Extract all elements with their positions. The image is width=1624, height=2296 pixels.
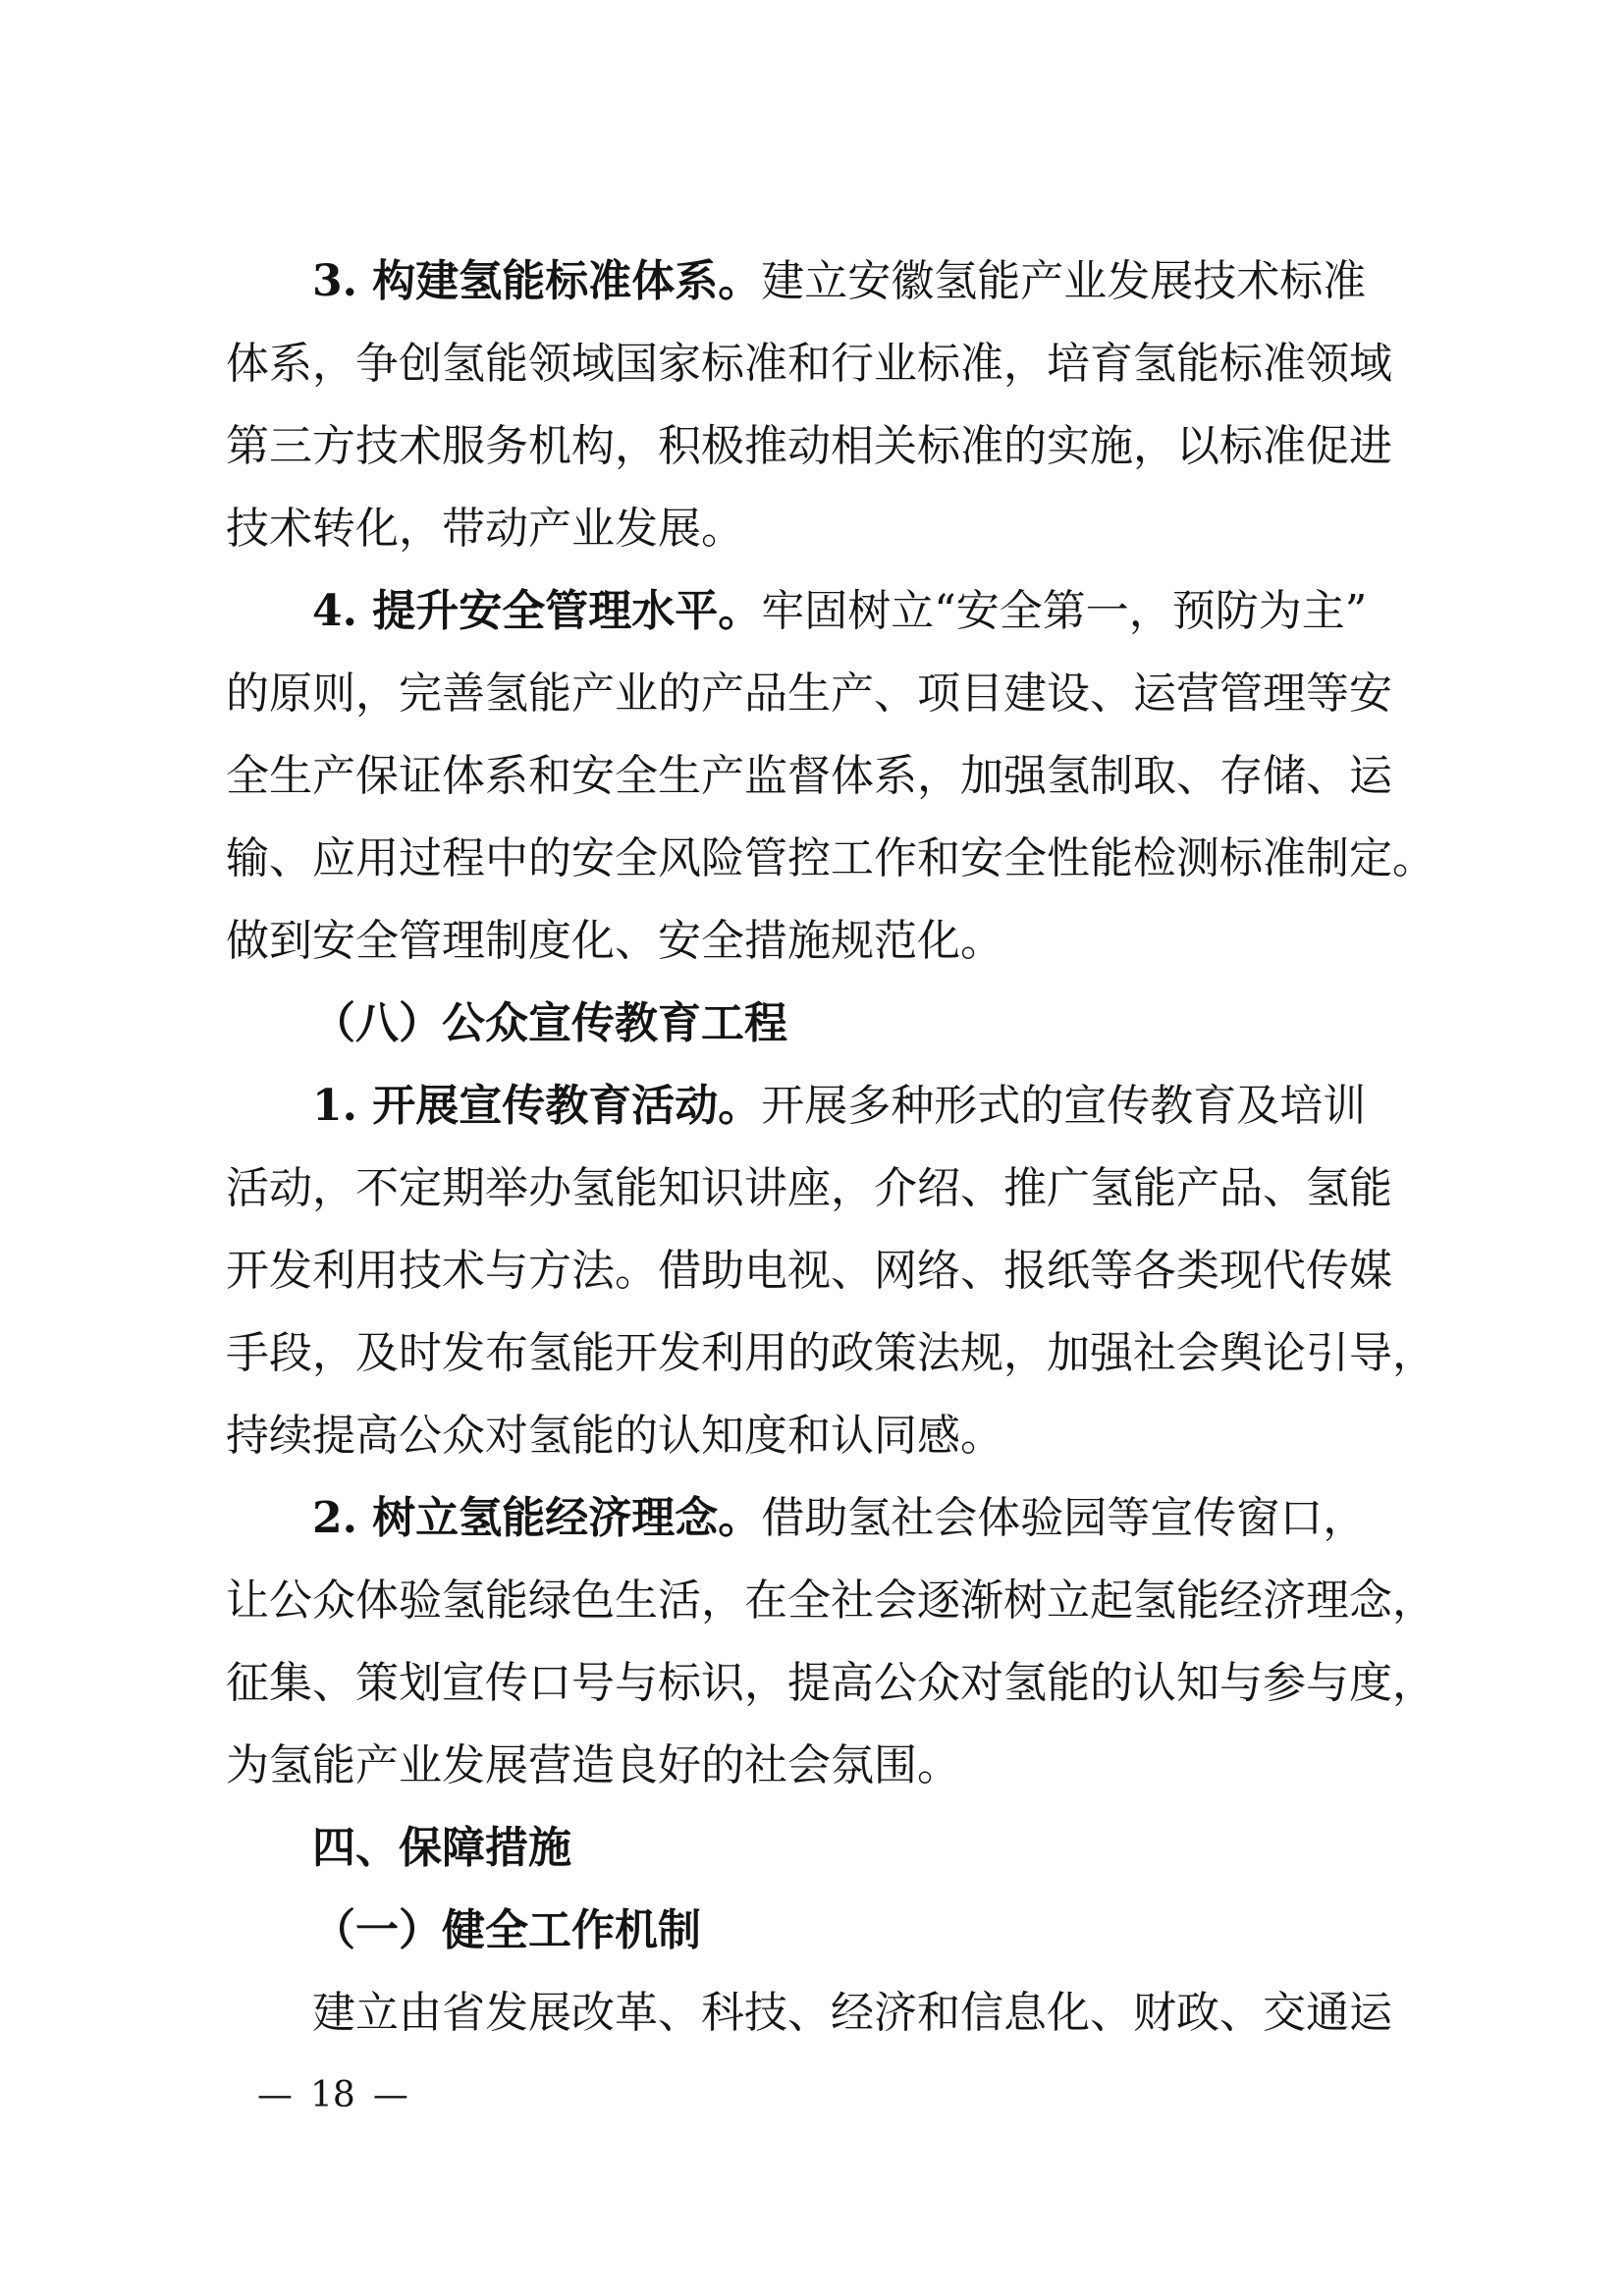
paragraph-3-line [226, 240, 1443, 323]
footer-dash-left: — [257, 2074, 293, 2115]
page-number: 18 [310, 2074, 355, 2115]
footer-dash-right: — [372, 2074, 408, 2115]
text-line [226, 1148, 1443, 1230]
paragraph-1-line [226, 1065, 1443, 1148]
line-text: 建立由省发展改革、科技、经济和信息化、财政、交通运 [312, 1988, 1392, 2038]
line-text: 全生产保证体系和安全生产监督体系，加强氢制取、存储、运 [226, 751, 1392, 801]
paragraph-3-lead: 3. 构建氢能标准体系。 [312, 256, 762, 306]
line-text: 做到安全管理制度化、安全措施规范化。 [226, 916, 1003, 966]
text-line [226, 405, 1443, 488]
text-line [226, 653, 1443, 735]
section-heading-8-text: （八）公众宣传教育工程 [312, 998, 787, 1048]
text-line [226, 488, 1443, 570]
paragraph-1-lead: 1. 开展宣传教育活动。 [312, 1081, 762, 1131]
line-text: 技术转化，带动产业发展。 [226, 504, 744, 554]
text-line [226, 1972, 1443, 2055]
paragraph-2-lead: 2. 树立氢能经济理念。 [312, 1493, 762, 1543]
line-text: 持续提高公众对氢能的认知度和认同感。 [226, 1411, 1003, 1461]
line-text: 体系，争创氢能领域国家标准和行业标准，培育氢能标准领域 [226, 339, 1392, 389]
section-heading-8 [226, 983, 1443, 1065]
paragraph-4-lead: 4. 提升安全管理水平。 [312, 586, 762, 636]
line-text: 牢固树立“安全第一，预防为主” [761, 586, 1368, 636]
line-text: 手段，及时发布氢能开发利用的政策法规，加强社会舆论引导， [226, 1328, 1435, 1378]
page-footer [257, 2073, 408, 2116]
line-text: 开发利用技术与方法。借助电视、网络、报纸等各类现代传媒 [226, 1246, 1392, 1296]
line-text: 让公众体验氢能绿色生活，在全社会逐渐树立起氢能经济理念， [226, 1575, 1435, 1626]
line-text: 活动，不定期举办氢能知识讲座，介绍、推广氢能产品、氢能 [226, 1163, 1392, 1213]
line-text: 征集、策划宣传口号与标识，提高公众对氢能的认知与参与度， [226, 1658, 1435, 1708]
text-line [226, 1230, 1443, 1312]
chapter-heading-4-text: 四、保障措施 [312, 1823, 571, 1873]
line-text: 为氢能产业发展营造良好的社会氛围。 [226, 1740, 960, 1790]
document-body [226, 240, 1443, 2055]
text-line [226, 900, 1443, 983]
line-text: 第三方技术服务机构，积极推动相关标准的实施，以标准促进 [226, 421, 1392, 471]
section-heading-1 [226, 1890, 1443, 1972]
text-line [226, 1560, 1443, 1642]
paragraph-4-line [226, 570, 1443, 653]
text-line [226, 1395, 1443, 1477]
text-line [226, 818, 1443, 900]
line-text: 借助氢社会体验园等宣传窗口， [761, 1493, 1367, 1543]
chapter-heading-4 [226, 1807, 1443, 1890]
line-text: 开展多种形式的宣传教育及培训 [761, 1081, 1367, 1131]
text-line [226, 323, 1443, 405]
line-text: 输、应用过程中的安全风险管控工作和安全性能检测标准制定。 [226, 833, 1435, 883]
text-line [226, 735, 1443, 818]
section-heading-1-text: （一）健全工作机制 [312, 1905, 701, 1955]
line-text: 的原则，完善氢能产业的产品生产、项目建设、运营管理等安 [226, 668, 1392, 719]
text-line [226, 1642, 1443, 1725]
text-line [226, 1725, 1443, 1807]
line-text: 建立安徽氢能产业发展技术标准 [761, 256, 1367, 306]
text-line [226, 1312, 1443, 1395]
paragraph-2-line [226, 1477, 1443, 1560]
